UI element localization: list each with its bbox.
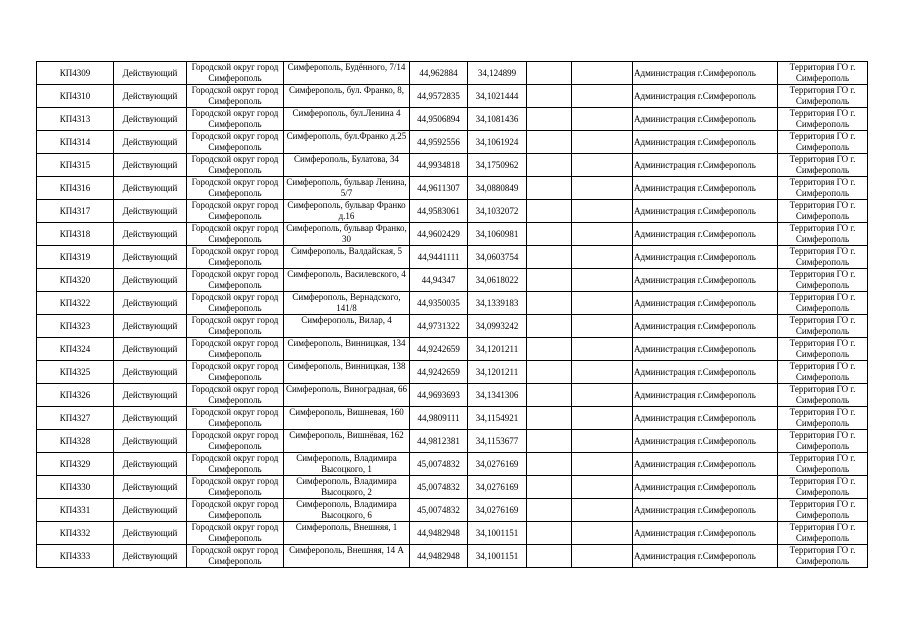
cell-territory: Территория ГО г. Симферополь: [778, 154, 868, 177]
table-row: [37, 200, 868, 223]
cell-owner: Администрация г.Симферополь: [633, 361, 778, 384]
cell-status: Действующий: [114, 476, 187, 499]
cell-address: Симферополь, бульвар Франко, 30: [284, 223, 410, 246]
cell-territory: Территория ГО г. Симферополь: [778, 200, 868, 223]
cell-empty: [572, 545, 633, 568]
cell-status: Действующий: [114, 315, 187, 338]
table-row: [37, 476, 868, 499]
cell-code: КП4317: [37, 200, 114, 223]
table-row: [37, 338, 868, 361]
cell-empty: [527, 522, 572, 545]
cell-empty: [572, 453, 633, 476]
table-row: [37, 85, 868, 108]
cell-municipality: Городской округ город Симферополь: [187, 131, 284, 154]
cell-address: Симферополь, Владимира Высоцкого, 6: [284, 499, 410, 522]
cell-territory: Территория ГО г. Симферополь: [778, 407, 868, 430]
cell-address: Симферополь, бул.Ленина 4: [284, 108, 410, 131]
cell-latitude: 44,9583061: [410, 200, 468, 223]
cell-empty: [527, 338, 572, 361]
cell-latitude: 44,9482948: [410, 522, 468, 545]
cell-empty: [572, 338, 633, 361]
cell-territory: Территория ГО г. Симферополь: [778, 338, 868, 361]
cell-empty: [572, 476, 633, 499]
cell-territory: Территория ГО г. Симферополь: [778, 453, 868, 476]
cell-municipality: Городской округ город Симферополь: [187, 246, 284, 269]
cell-empty: [527, 269, 572, 292]
cell-code: КП4313: [37, 108, 114, 131]
cell-latitude: 44,9592556: [410, 131, 468, 154]
cell-empty: [527, 476, 572, 499]
cell-longitude: 34,124899: [468, 62, 527, 85]
cell-longitude: 34,1032072: [468, 200, 527, 223]
cell-empty: [572, 430, 633, 453]
cell-municipality: Городской округ город Симферополь: [187, 522, 284, 545]
cell-longitude: 34,1081436: [468, 108, 527, 131]
cell-latitude: 44,9693693: [410, 384, 468, 407]
cell-longitude: 34,1021444: [468, 85, 527, 108]
cell-address: Симферополь, Вилар, 4: [284, 315, 410, 338]
cell-longitude: 34,0618022: [468, 269, 527, 292]
cell-municipality: Городской округ город Симферополь: [187, 499, 284, 522]
cell-territory: Территория ГО г. Симферополь: [778, 361, 868, 384]
cell-latitude: 44,9242659: [410, 361, 468, 384]
cell-municipality: Городской округ город Симферополь: [187, 177, 284, 200]
cell-empty: [572, 292, 633, 315]
cell-territory: Территория ГО г. Симферополь: [778, 315, 868, 338]
cell-empty: [527, 292, 572, 315]
cell-address: Симферополь, Владимира Высоцкого, 1: [284, 453, 410, 476]
cell-address: Симферополь, Будённого, 7/14: [284, 62, 410, 85]
cell-empty: [527, 108, 572, 131]
table-row: [37, 177, 868, 200]
registry-table-body: [37, 62, 868, 568]
cell-owner: Администрация г.Симферополь: [633, 85, 778, 108]
table-row: [37, 522, 868, 545]
cell-territory: Территория ГО г. Симферополь: [778, 246, 868, 269]
cell-latitude: 44,9809111: [410, 407, 468, 430]
cell-empty: [527, 177, 572, 200]
table-row: [37, 246, 868, 269]
cell-code: КП4322: [37, 292, 114, 315]
cell-empty: [527, 315, 572, 338]
cell-owner: Администрация г.Симферополь: [633, 62, 778, 85]
table-row: [37, 499, 868, 522]
table-row: [37, 384, 868, 407]
cell-latitude: 44,9611307: [410, 177, 468, 200]
cell-empty: [572, 522, 633, 545]
cell-territory: Территория ГО г. Симферополь: [778, 384, 868, 407]
cell-code: КП4333: [37, 545, 114, 568]
cell-longitude: 34,0276169: [468, 453, 527, 476]
cell-territory: Территория ГО г. Симферополь: [778, 545, 868, 568]
cell-owner: Администрация г.Симферополь: [633, 522, 778, 545]
cell-empty: [572, 499, 633, 522]
cell-code: КП4310: [37, 85, 114, 108]
cell-municipality: Городской округ город Симферополь: [187, 430, 284, 453]
cell-code: КП4331: [37, 499, 114, 522]
cell-longitude: 34,0276169: [468, 476, 527, 499]
cell-code: КП4319: [37, 246, 114, 269]
table-row: [37, 315, 868, 338]
cell-territory: Территория ГО г. Симферополь: [778, 62, 868, 85]
cell-longitude: 34,1060981: [468, 223, 527, 246]
cell-municipality: Городской округ город Симферополь: [187, 200, 284, 223]
cell-address: Симферополь, Вишнёвая, 162: [284, 430, 410, 453]
cell-latitude: 45,0074832: [410, 453, 468, 476]
cell-code: КП4330: [37, 476, 114, 499]
cell-empty: [527, 200, 572, 223]
cell-owner: Администрация г.Симферополь: [633, 453, 778, 476]
cell-latitude: 44,9350035: [410, 292, 468, 315]
cell-status: Действующий: [114, 407, 187, 430]
cell-status: Действующий: [114, 85, 187, 108]
cell-status: Действующий: [114, 499, 187, 522]
cell-code: КП4329: [37, 453, 114, 476]
cell-territory: Территория ГО г. Симферополь: [778, 522, 868, 545]
cell-code: КП4316: [37, 177, 114, 200]
cell-latitude: 44,9506894: [410, 108, 468, 131]
cell-address: Симферополь, бульвар Франко д.16: [284, 200, 410, 223]
cell-owner: Администрация г.Симферополь: [633, 200, 778, 223]
table-row: [37, 453, 868, 476]
table-row: [37, 154, 868, 177]
cell-longitude: 34,0993242: [468, 315, 527, 338]
cell-territory: Территория ГО г. Симферополь: [778, 85, 868, 108]
table-row: [37, 545, 868, 568]
cell-empty: [527, 545, 572, 568]
cell-empty: [527, 131, 572, 154]
cell-empty: [527, 223, 572, 246]
cell-latitude: 44,9242659: [410, 338, 468, 361]
cell-municipality: Городской округ город Симферополь: [187, 292, 284, 315]
cell-code: КП4315: [37, 154, 114, 177]
cell-longitude: 34,1153677: [468, 430, 527, 453]
cell-address: Симферополь, Валдайская, 5: [284, 246, 410, 269]
table-row: [37, 108, 868, 131]
cell-owner: Администрация г.Симферополь: [633, 131, 778, 154]
cell-municipality: Городской округ город Симферополь: [187, 338, 284, 361]
cell-owner: Администрация г.Симферополь: [633, 269, 778, 292]
cell-address: Симферополь, Винницкая, 138: [284, 361, 410, 384]
table-row: [37, 223, 868, 246]
cell-longitude: 34,1061924: [468, 131, 527, 154]
table-row: [37, 361, 868, 384]
cell-longitude: 34,1201211: [468, 361, 527, 384]
cell-territory: Территория ГО г. Симферополь: [778, 499, 868, 522]
cell-owner: Администрация г.Симферополь: [633, 315, 778, 338]
cell-territory: Территория ГО г. Симферополь: [778, 476, 868, 499]
cell-address: Симферополь, Внешняя, 1: [284, 522, 410, 545]
table-row: [37, 269, 868, 292]
cell-status: Действующий: [114, 108, 187, 131]
cell-empty: [572, 108, 633, 131]
cell-empty: [527, 62, 572, 85]
cell-owner: Администрация г.Симферополь: [633, 384, 778, 407]
cell-empty: [527, 85, 572, 108]
table-row: [37, 430, 868, 453]
cell-territory: Территория ГО г. Симферополь: [778, 131, 868, 154]
cell-latitude: 44,9602429: [410, 223, 468, 246]
cell-status: Действующий: [114, 62, 187, 85]
cell-longitude: 34,0880849: [468, 177, 527, 200]
cell-code: КП4328: [37, 430, 114, 453]
cell-municipality: Городской округ город Симферополь: [187, 476, 284, 499]
cell-longitude: 34,0603754: [468, 246, 527, 269]
cell-address: Симферополь, Вишневая, 160: [284, 407, 410, 430]
cell-longitude: 34,1154921: [468, 407, 527, 430]
cell-empty: [527, 499, 572, 522]
cell-empty: [572, 384, 633, 407]
cell-address: Симферополь, бул. Франко, 8,: [284, 85, 410, 108]
cell-empty: [572, 315, 633, 338]
cell-address: Симферополь, Внешняя, 14 А: [284, 545, 410, 568]
cell-status: Действующий: [114, 430, 187, 453]
cell-empty: [572, 62, 633, 85]
cell-owner: Администрация г.Симферополь: [633, 246, 778, 269]
cell-address: Симферополь, бульвар Ленина, 5/7: [284, 177, 410, 200]
cell-municipality: Городской округ город Симферополь: [187, 545, 284, 568]
cell-latitude: 44,9934818: [410, 154, 468, 177]
table-row: [37, 131, 868, 154]
cell-address: Симферополь, Василевского, 4: [284, 269, 410, 292]
cell-code: КП4325: [37, 361, 114, 384]
cell-owner: Администрация г.Симферополь: [633, 292, 778, 315]
cell-status: Действующий: [114, 177, 187, 200]
cell-address: Симферополь, Виноградная, 66: [284, 384, 410, 407]
cell-status: Действующий: [114, 200, 187, 223]
cell-territory: Территория ГО г. Симферополь: [778, 430, 868, 453]
cell-territory: Территория ГО г. Симферополь: [778, 269, 868, 292]
cell-municipality: Городской округ город Симферополь: [187, 315, 284, 338]
cell-empty: [572, 154, 633, 177]
cell-code: КП4332: [37, 522, 114, 545]
cell-status: Действующий: [114, 453, 187, 476]
cell-territory: Территория ГО г. Симферополь: [778, 223, 868, 246]
cell-status: Действующий: [114, 522, 187, 545]
cell-code: КП4326: [37, 384, 114, 407]
cell-code: КП4320: [37, 269, 114, 292]
cell-address: Симферополь, Владимира Высоцкого, 2: [284, 476, 410, 499]
table-row: [37, 62, 868, 85]
cell-empty: [527, 154, 572, 177]
cell-longitude: 34,1001151: [468, 545, 527, 568]
cell-address: Симферополь, Булатова, 34: [284, 154, 410, 177]
cell-municipality: Городской округ город Симферополь: [187, 154, 284, 177]
cell-status: Действующий: [114, 545, 187, 568]
cell-territory: Территория ГО г. Симферополь: [778, 177, 868, 200]
cell-municipality: Городской округ город Симферополь: [187, 384, 284, 407]
cell-longitude: 34,1750962: [468, 154, 527, 177]
cell-longitude: 34,1341306: [468, 384, 527, 407]
cell-owner: Администрация г.Симферополь: [633, 177, 778, 200]
table-row: [37, 407, 868, 430]
cell-address: Симферополь, Вернадского, 141/8: [284, 292, 410, 315]
cell-owner: Администрация г.Симферополь: [633, 476, 778, 499]
cell-owner: Администрация г.Симферополь: [633, 338, 778, 361]
cell-code: КП4324: [37, 338, 114, 361]
cell-empty: [527, 430, 572, 453]
cell-empty: [572, 407, 633, 430]
cell-latitude: 44,9482948: [410, 545, 468, 568]
cell-territory: Территория ГО г. Симферополь: [778, 108, 868, 131]
registry-table: [36, 61, 868, 568]
cell-latitude: 45,0074832: [410, 499, 468, 522]
cell-code: КП4323: [37, 315, 114, 338]
cell-empty: [572, 177, 633, 200]
cell-latitude: 44,9572835: [410, 85, 468, 108]
cell-municipality: Городской округ город Симферополь: [187, 269, 284, 292]
cell-municipality: Городской округ город Симферополь: [187, 453, 284, 476]
cell-status: Действующий: [114, 338, 187, 361]
cell-latitude: 44,962884: [410, 62, 468, 85]
cell-municipality: Городской округ город Симферополь: [187, 407, 284, 430]
cell-latitude: 44,9731322: [410, 315, 468, 338]
cell-empty: [572, 223, 633, 246]
cell-empty: [572, 85, 633, 108]
cell-empty: [572, 200, 633, 223]
cell-empty: [527, 384, 572, 407]
table-row: [37, 292, 868, 315]
cell-municipality: Городской округ город Симферополь: [187, 361, 284, 384]
cell-empty: [527, 407, 572, 430]
cell-empty: [572, 131, 633, 154]
cell-latitude: 44,9441111: [410, 246, 468, 269]
cell-owner: Администрация г.Симферополь: [633, 499, 778, 522]
cell-status: Действующий: [114, 223, 187, 246]
cell-territory: Территория ГО г. Симферополь: [778, 292, 868, 315]
cell-latitude: 44,9812381: [410, 430, 468, 453]
cell-owner: Администрация г.Симферополь: [633, 407, 778, 430]
cell-empty: [572, 246, 633, 269]
cell-code: КП4318: [37, 223, 114, 246]
cell-code: КП4314: [37, 131, 114, 154]
cell-latitude: 44,94347: [410, 269, 468, 292]
cell-municipality: Городской округ город Симферополь: [187, 62, 284, 85]
cell-owner: Администрация г.Симферополь: [633, 108, 778, 131]
cell-owner: Администрация г.Симферополь: [633, 154, 778, 177]
cell-address: Симферополь, Винницкая, 134: [284, 338, 410, 361]
cell-owner: Администрация г.Симферополь: [633, 223, 778, 246]
cell-status: Действующий: [114, 361, 187, 384]
cell-longitude: 34,1001151: [468, 522, 527, 545]
cell-code: КП4327: [37, 407, 114, 430]
cell-owner: Администрация г.Симферополь: [633, 430, 778, 453]
cell-longitude: 34,1339183: [468, 292, 527, 315]
cell-longitude: 34,0276169: [468, 499, 527, 522]
cell-status: Действующий: [114, 246, 187, 269]
cell-status: Действующий: [114, 154, 187, 177]
cell-status: Действующий: [114, 384, 187, 407]
cell-status: Действующий: [114, 131, 187, 154]
cell-longitude: 34,1201211: [468, 338, 527, 361]
cell-municipality: Городской округ город Симферополь: [187, 108, 284, 131]
cell-address: Симферополь, бул.Франко д.25: [284, 131, 410, 154]
cell-empty: [572, 269, 633, 292]
cell-code: КП4309: [37, 62, 114, 85]
cell-status: Действующий: [114, 292, 187, 315]
cell-empty: [527, 361, 572, 384]
cell-empty: [527, 453, 572, 476]
cell-latitude: 45,0074832: [410, 476, 468, 499]
cell-owner: Администрация г.Симферополь: [633, 545, 778, 568]
cell-municipality: Городской округ город Симферополь: [187, 85, 284, 108]
cell-status: Действующий: [114, 269, 187, 292]
cell-empty: [527, 246, 572, 269]
cell-municipality: Городской округ город Симферополь: [187, 223, 284, 246]
cell-empty: [572, 361, 633, 384]
